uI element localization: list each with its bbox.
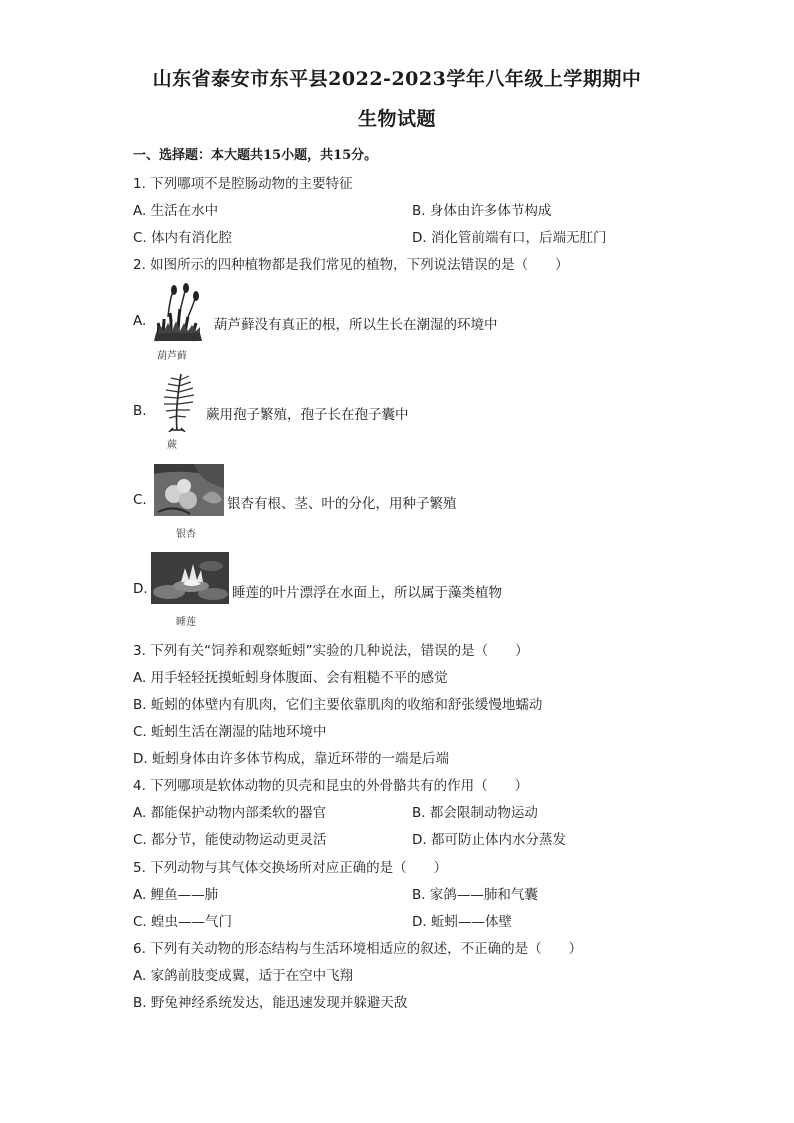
exam-title-line2: 生物试题: [357, 108, 436, 130]
moss-image: [150, 283, 206, 343]
q4-option-d: D. 都可防止体内水分蒸发: [412, 832, 566, 848]
q2-stem: 2. 如图所示的四种植物都是我们常见的植物，下列说法错误的是（ ）: [133, 257, 569, 273]
q2-option-a-text: 葫芦藓没有真正的根，所以生长在潮湿的环境中: [214, 317, 498, 333]
q6-option-b: B. 野兔神经系统发达，能迅速发现并躲避天敌: [133, 995, 408, 1011]
q1-option-d: D. 消化管前端有口，后端无肛门: [412, 230, 607, 246]
q4-option-c: C. 都分节，能使动物运动更灵活: [133, 832, 327, 848]
q2-option-b-text: 蕨用孢子繁殖，孢子长在孢子囊中: [206, 407, 409, 423]
q5-stem: 5. 下列动物与其气体交换场所对应正确的是（ ）: [133, 860, 448, 876]
q2-option-a-label: A.: [133, 313, 147, 329]
q3-stem: 3. 下列有关“饲养和观察蚯蚓”实验的几种说法，错误的是（ ）: [133, 643, 529, 659]
q5-option-b: B. 家鸽——肺和气囊: [412, 887, 538, 903]
q2-option-d-text: 睡莲的叶片漂浮在水面上，所以属于藻类植物: [232, 585, 502, 601]
q3-option-c: C. 蚯蚓生活在潮湿的陆地环境中: [133, 724, 327, 740]
q4-stem: 4. 下列哪项是软体动物的贝壳和昆虫的外骨骼共有的作用（ ）: [133, 778, 529, 794]
q5-option-d: D. 蚯蚓——体壁: [412, 914, 512, 930]
q1-option-c: C. 体内有消化腔: [133, 230, 233, 246]
q3-option-b: B. 蚯蚓的体壁内有肌肉，它们主要依靠肌肉的收缩和舒张缓慢地蠕动: [133, 697, 543, 713]
q3-option-a: A. 用手轻轻抚摸蚯蚓身体腹面、会有粗糙不平的感觉: [133, 670, 448, 686]
q2-option-c-label: C.: [133, 492, 147, 508]
q4-option-b: B. 都会限制动物运动: [412, 805, 538, 821]
exam-title-line1: 山东省泰安市东平县2022-2023学年八年级上学期期中: [152, 68, 642, 90]
q3-option-d: D. 蚯蚓身体由许多体节构成，靠近环带的一端是后端: [133, 751, 449, 767]
q1-option-a: A. 生活在水中: [133, 203, 219, 219]
q2-option-c-caption: 银杏: [176, 529, 196, 540]
q2-option-b-caption: 蕨: [167, 440, 177, 451]
q2-option-c-text: 银杏有根、茎、叶的分化，用种子繁殖: [227, 496, 457, 512]
q1-stem: 1. 下列哪项不是腔肠动物的主要特征: [133, 176, 353, 192]
ginkgo-image: [154, 464, 224, 516]
water-lily-image: [151, 552, 229, 604]
q6-option-a: A. 家鸽前肢变成翼，适于在空中飞翔: [133, 968, 354, 984]
q2-option-b-label: B.: [133, 403, 147, 419]
fern-image: [155, 370, 201, 432]
q2-option-a-caption: 葫芦藓: [157, 351, 187, 362]
section-heading: 一、选择题：本大题共15小题，共15分。: [133, 148, 378, 163]
q5-option-c: C. 蝗虫——气门: [133, 914, 233, 930]
q6-stem: 6. 下列有关动物的形态结构与生活环境相适应的叙述，不正确的是（ ）: [133, 941, 583, 957]
q2-option-d-caption: 睡莲: [176, 617, 196, 628]
q2-option-d-label: D.: [133, 581, 148, 597]
q1-option-b: B. 身体由许多体节构成: [412, 203, 552, 219]
q5-option-a: A. 鲤鱼——肺: [133, 887, 219, 903]
q4-option-a: A. 都能保护动物内部柔软的器官: [133, 805, 327, 821]
